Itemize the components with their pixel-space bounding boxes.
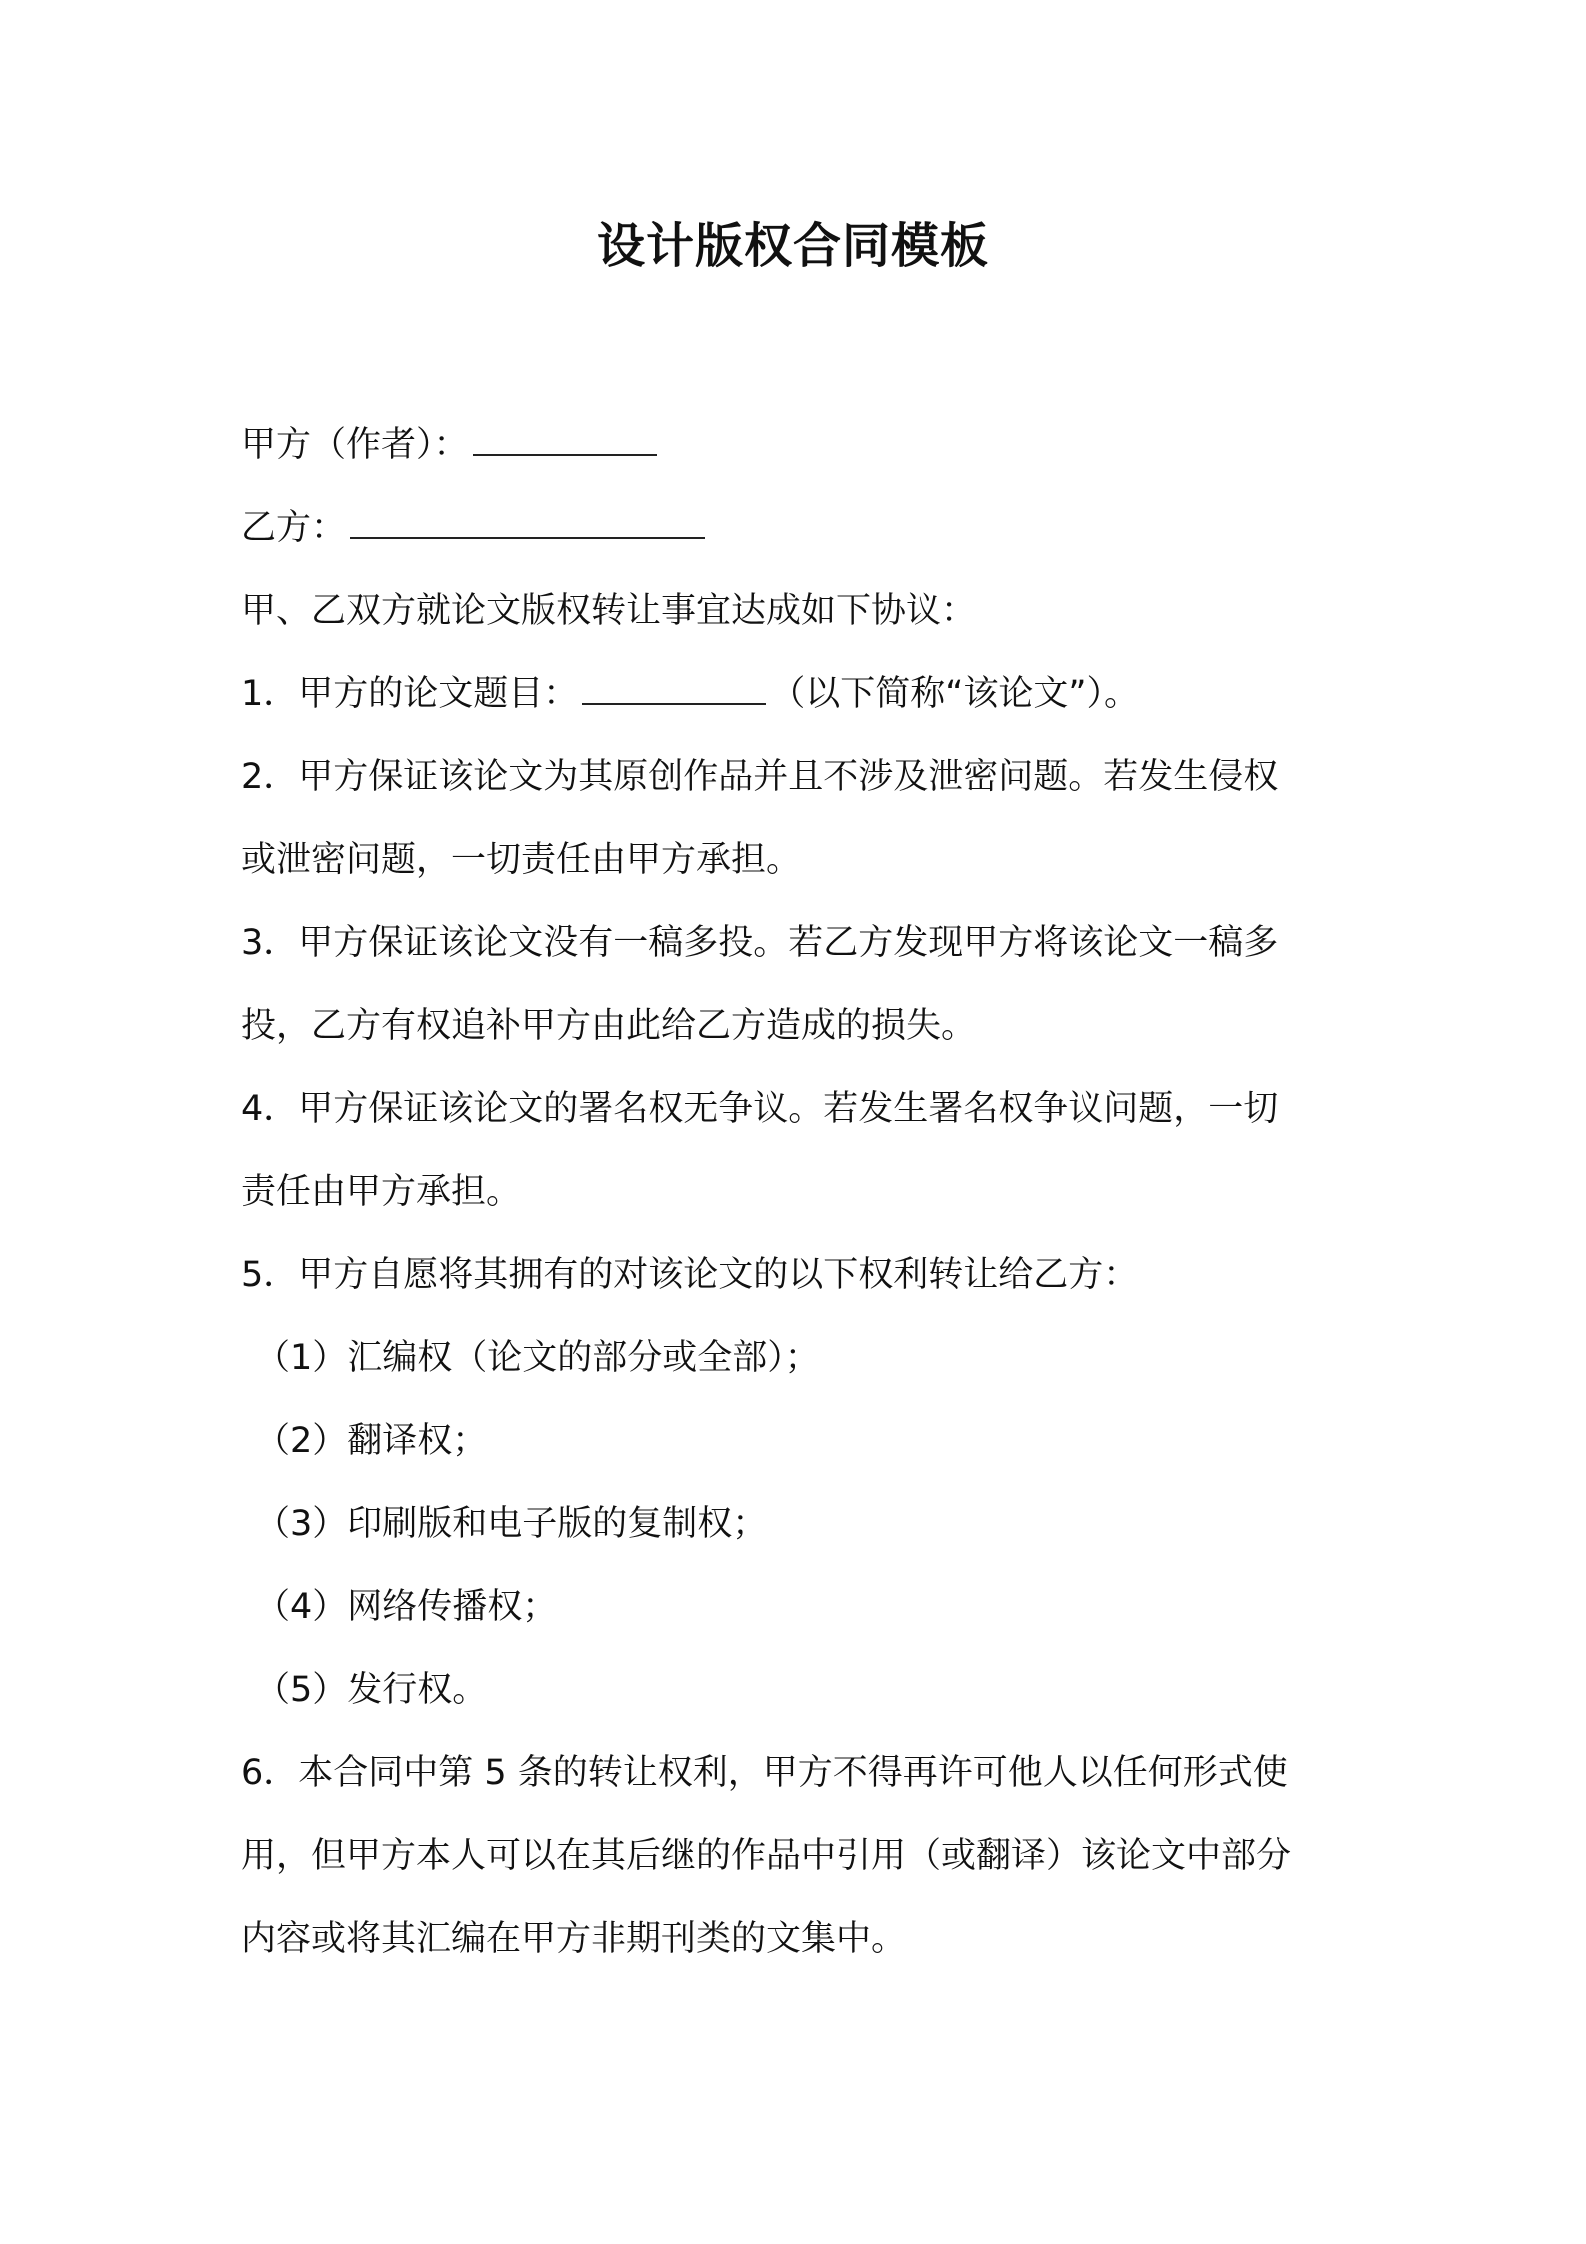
clause-5-item-1: （1）汇编权（论文的部分或全部）； <box>255 1338 820 1378</box>
intro-line: 甲、乙双方就论文版权转让事宜达成如下协议： <box>241 591 977 631</box>
clause-5-item-2: （2）翻译权； <box>255 1421 488 1461</box>
party-a-blank[interactable] <box>473 424 657 456</box>
clause-6-line-3: 内容或将其汇编在甲方非期刊类的文集中。 <box>241 1919 907 1959</box>
clause-6-line-2: 用，但甲方本人可以在其后继的作品中引用（或翻译）该论文中部分 <box>241 1836 1292 1876</box>
clause-1-suffix: （以下简称“该论文”）。 <box>770 674 1140 714</box>
party-a-label: 甲方（作者）： <box>241 425 469 465</box>
clause-1-prefix: 1．甲方的论文题目： <box>241 674 579 714</box>
clause-1-line <box>241 653 1361 736</box>
clause-5-line-1: 5．甲方自愿将其拥有的对该论文的以下权利转让给乙方： <box>241 1255 1139 1295</box>
clause-5-item-4: （4）网络传播权； <box>255 1587 558 1627</box>
clause-5-item-5: （5）发行权。 <box>255 1670 488 1710</box>
party-b-line <box>241 487 1361 570</box>
clause-6-line-1: 6．本合同中第 5 条的转让权利，甲方不得再许可他人以任何形式使 <box>241 1753 1288 1793</box>
thesis-title-blank[interactable] <box>582 673 766 705</box>
party-b-label: 乙方： <box>241 508 347 548</box>
document-body <box>241 404 1361 1981</box>
clause-4-line-2: 责任由甲方承担。 <box>241 1172 522 1212</box>
clause-3-line-1: 3．甲方保证该论文没有一稿多投。若乙方发现甲方将该论文一稿多 <box>241 923 1279 963</box>
party-b-blank[interactable] <box>350 507 705 539</box>
clause-5-item-3: （3）印刷版和电子版的复制权； <box>255 1504 768 1544</box>
clause-3-line-2: 投，乙方有权追补甲方由此给乙方造成的损失。 <box>241 1006 977 1046</box>
party-a-line <box>241 404 1361 487</box>
clause-2-line-2: 或泄密问题，一切责任由甲方承担。 <box>241 840 802 880</box>
clause-4-line-1: 4．甲方保证该论文的署名权无争议。若发生署名权争议问题，一切 <box>241 1089 1279 1129</box>
clause-2-line-1: 2．甲方保证该论文为其原创作品并且不涉及泄密问题。若发生侵权 <box>241 757 1279 797</box>
document-title: 设计版权合同模板 <box>596 218 989 274</box>
